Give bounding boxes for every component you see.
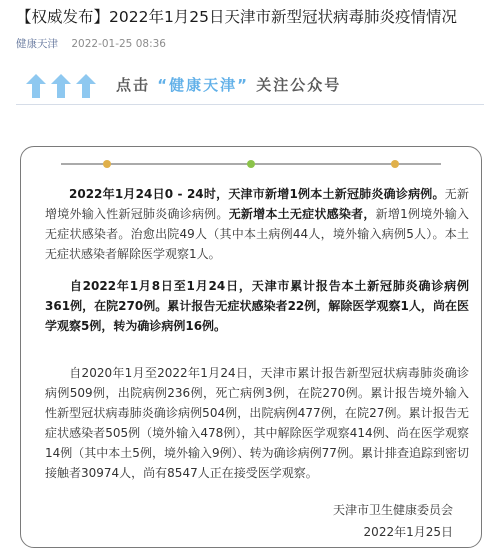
author-link[interactable]: 健康天津 bbox=[16, 38, 58, 50]
up-arrows-icon bbox=[26, 74, 106, 98]
follow-banner[interactable] bbox=[16, 66, 484, 105]
publish-time: 2022-01-25 08:36 bbox=[71, 38, 166, 50]
follow-prefix: 点击 bbox=[116, 76, 151, 94]
divider-dot-left bbox=[103, 160, 111, 168]
daily-details: 新增1例境外输入无症状感染者。治愈出院49人（其中本土病例44人，境外输入病例5人）。本土无症状感染者解除医学观察1人。 bbox=[45, 207, 469, 261]
paragraph-daily-update bbox=[45, 184, 469, 264]
divider-dot-center bbox=[247, 160, 255, 168]
signature-date: 2022年1月25日 bbox=[363, 525, 453, 539]
divider-dot-right bbox=[391, 160, 399, 168]
decorative-divider bbox=[61, 157, 441, 171]
article-meta bbox=[16, 36, 166, 51]
total-cumulative-text: 自2020年1月至2022年1月24日，天津市累计报告新型冠状病毒肺炎确诊病例509例，出院病例236例，死亡病例3例，在院270例。累计报告境外输入性新型冠状病毒肺炎确诊病例504例，出院病例477例，在院27例。累计报告无症状感染者505例（境外输入478例），其中解除医学观察414例、尚在医学观察14例（其中本土5例，境外输入9例）、转为确诊病例77例。累计排查追踪到密切接触者30974人，尚有8547人正在接受医学观察。 bbox=[45, 366, 469, 480]
daily-imported: 无新增境外输入性新冠肺炎确诊病例。 bbox=[45, 187, 469, 221]
daily-new-confirmed: 2022年1月24日0 - 24时，天津市新增1例本土新冠肺炎确诊病例。 bbox=[69, 187, 445, 201]
daily-asymptomatic: 无新增本土无症状感染者， bbox=[228, 207, 376, 221]
follow-text bbox=[116, 74, 341, 95]
follow-account-name: “健康天津” bbox=[157, 76, 249, 94]
article-title: 【权威发布】2022年1月25日天津市新型冠状病毒肺炎疫情情况 bbox=[16, 8, 458, 26]
announcement-card bbox=[20, 146, 482, 548]
paragraph-total-cumulative bbox=[45, 363, 469, 483]
signature-org: 天津市卫生健康委员会 bbox=[332, 503, 453, 517]
paragraph-local-cumulative bbox=[45, 276, 469, 336]
follow-suffix: 关注公众号 bbox=[256, 76, 342, 94]
local-cumulative-text: 自2022年1月8日至1月24日，天津市累计报告本土新冠肺炎确诊病例361例，在院270例。累计报告无症状感染者22例，解除医学观察1人，尚在医学观察5例，转为确诊病例16例。 bbox=[45, 279, 469, 333]
